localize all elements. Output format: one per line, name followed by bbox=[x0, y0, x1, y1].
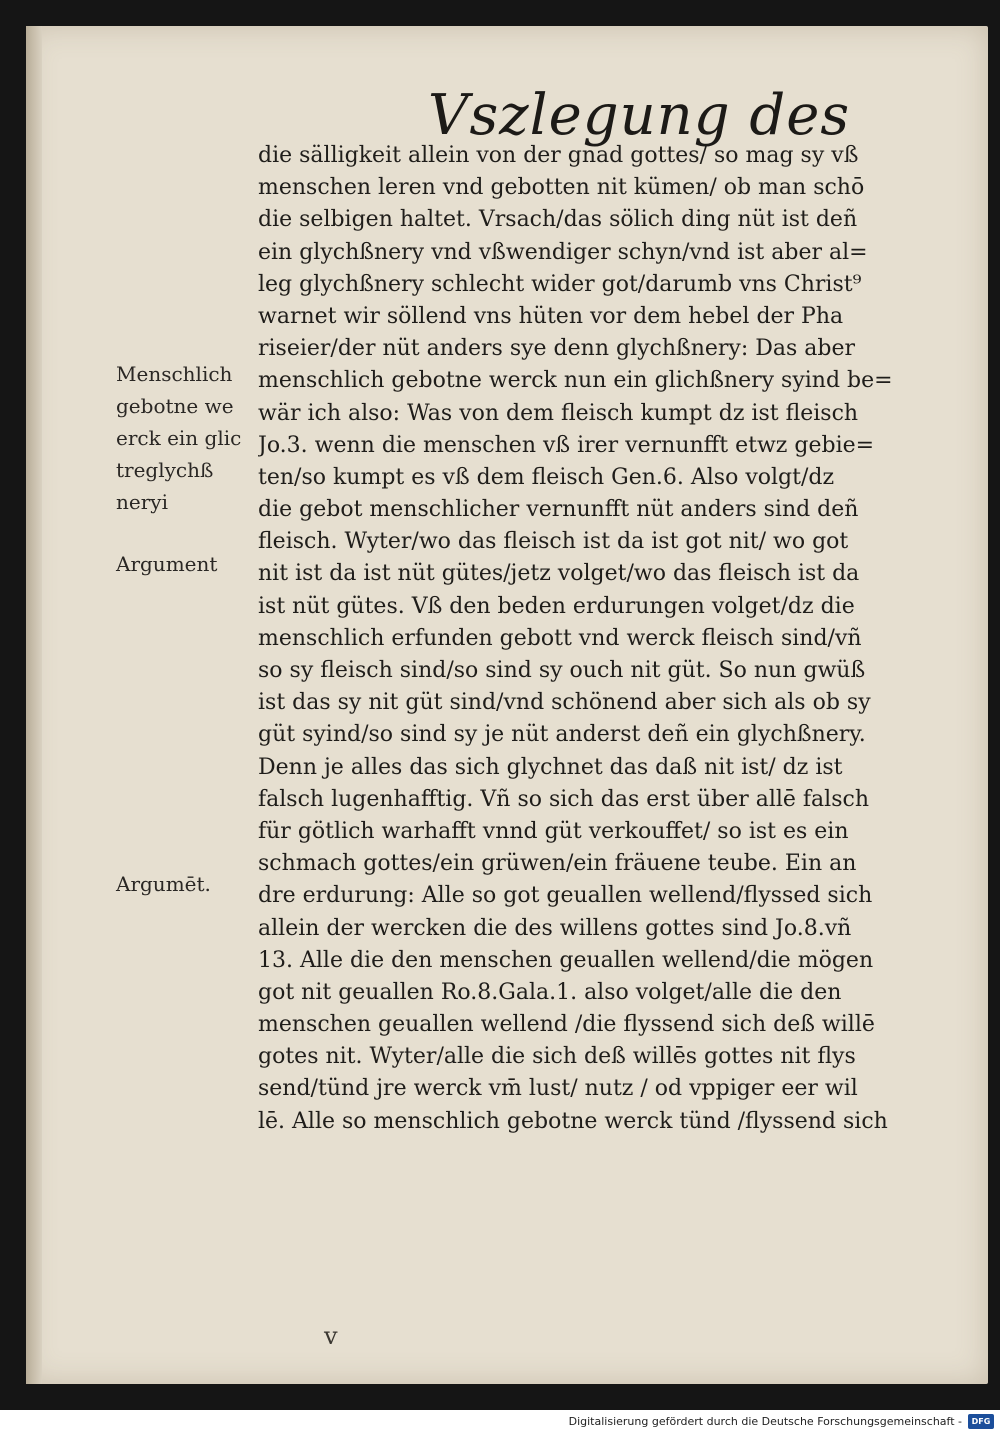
text-line: die gebot menschlicher vernunfft nüt anders sind deñ bbox=[258, 497, 859, 523]
text-line: für götlich warhafft vnnd güt verkouffet/ so ist es ein bbox=[258, 818, 849, 844]
text-line: warnet wir söllend vns hüten vor dem hebel der Pha bbox=[258, 303, 844, 329]
text-line: ten/so kumpt es vß dem fleisch Gen.6. Also volgt/dz bbox=[258, 464, 835, 490]
text-line: fleisch. Wyter/wo das fleisch ist da ist got nit/ wo got bbox=[258, 529, 849, 555]
text-line: dre erdurung: Alle so got geuallen wellend/flyssed sich bbox=[258, 883, 873, 909]
text-line: Jo.3. wenn die menschen vß irer vernunfft etwz gebie= bbox=[258, 432, 875, 458]
margin-note-menschlich bbox=[116, 358, 266, 518]
text-line: die sälligkeit allein von der gnad gottes/ so mag sy vß bbox=[258, 143, 859, 168]
dfg-logo: DFG bbox=[968, 1414, 994, 1429]
text-line: Denn je alles das sich glychnet das daß nit ist/ dz ist bbox=[258, 754, 843, 780]
text-line: so sy fleisch sind/so sind sy ouch nit güt. So nun gwüß bbox=[258, 658, 866, 683]
text-line: 13. Alle die den menschen geuallen wellend/die mögen bbox=[258, 947, 874, 973]
text-line: güt syind/so sind sy je nüt anderst deñ ein glychßnery. bbox=[258, 722, 866, 748]
margin-note-argument-2: Argumēt. bbox=[116, 872, 211, 896]
text-line: lē. Alle so menschlich gebotne werck tünd /flyssend sich bbox=[258, 1108, 888, 1134]
text-line: falsch lugenhafftig. Vñ so sich das erst über allē falsch bbox=[258, 786, 869, 812]
text-line: menschlich gebotne werck nun ein glichßnery syind be= bbox=[258, 368, 893, 394]
text-line: ein glychßnery vnd vßwendiger schyn/vnd ist aber al= bbox=[258, 239, 868, 265]
margin-note-argument: Argument bbox=[116, 552, 218, 576]
margin-note-line: Menschlich bbox=[116, 362, 233, 386]
text-line: wär ich also: Was von dem fleisch kumpt dz ist fleisch bbox=[258, 400, 859, 426]
footer-credit: Digitalisierung gefördert durch die Deutsche Forschungsgemeinschaft - bbox=[568, 1415, 962, 1428]
text-line: schmach gottes/ein grüwen/ein fräuene teube. Ein an bbox=[258, 851, 857, 877]
text-line: send/tünd jre werck vm̄ lust/ nutz / od vppiger eer wil bbox=[258, 1076, 858, 1102]
margin-note-line: neryi bbox=[116, 490, 168, 514]
text-line: ist nüt gütes. Vß den beden erdurungen volget/dz die bbox=[258, 593, 855, 619]
digitization-footer bbox=[0, 1410, 1000, 1434]
text-line: menschen leren vnd gebotten nit kümen/ ob man schō bbox=[258, 175, 865, 201]
text-line: ist das sy nit güt sind/vnd schönend aber sich als ob sy bbox=[258, 690, 871, 716]
text-line: leg glychßnery schlecht wider got/darumb vns Christ⁹ bbox=[258, 271, 862, 297]
text-line: die selbigen haltet. Vrsach/das sölich ding nüt ist deñ bbox=[258, 207, 858, 233]
text-line: got nit geuallen Ro.8.Gala.1. also volget/alle die den bbox=[258, 979, 842, 1005]
signature-mark: v bbox=[324, 1322, 338, 1350]
text-line: gotes nit. Wyter/alle die sich deß willēs gottes nit flys bbox=[258, 1044, 856, 1070]
margin-note-line: erck ein glic bbox=[116, 426, 242, 450]
text-line: allein der wercken die des willens gottes sind Jo.8.vñ bbox=[258, 915, 852, 941]
running-head: Vszlegung des bbox=[428, 83, 851, 148]
body-text bbox=[258, 140, 958, 1138]
margin-note-line: treglychß bbox=[116, 458, 214, 482]
page-gutter bbox=[26, 26, 42, 1384]
text-line: riseier/der nüt anders sye denn glychßnery: Das aber bbox=[258, 336, 856, 362]
text-line: nit ist da ist nüt gütes/jetz volget/wo das fleisch ist da bbox=[258, 561, 860, 587]
text-line: menschlich erfunden gebott vnd werck fleisch sind/vñ bbox=[258, 625, 862, 651]
text-line: menschen geuallen wellend /die flyssend sich deß willē bbox=[258, 1012, 875, 1038]
margin-note-line: gebotne we bbox=[116, 394, 234, 418]
